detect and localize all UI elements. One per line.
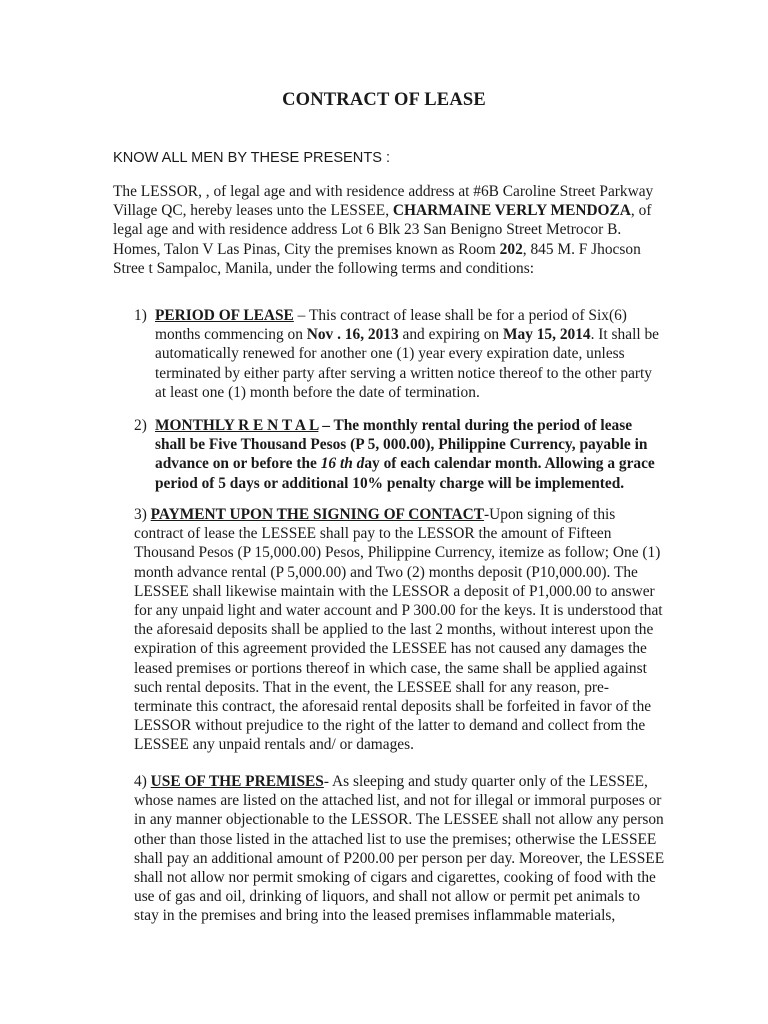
section-4-heading: USE OF THE PREMISES — [150, 773, 324, 790]
section-1-line-3: automatically renewed for another one (1) year every expiration date, unless — [155, 345, 625, 363]
section-text: and expiring on — [398, 326, 503, 344]
section-3-line-8: expiration of this agreement provided the LESSEE has not caused any damages the — [134, 640, 647, 658]
section-4-line-7: use of gas and oil, drinking of liquors, and shall not allow or permit pet animals to — [134, 888, 641, 906]
intro-line-5: Stree t Sampaloc, Manila, under the following terms and conditions: — [113, 259, 535, 277]
section-4-line-6: shall not allow nor permit smoking of cigars and cigarettes, cooking of food with the — [134, 868, 656, 886]
section-4-line-2: whose names are listed on the attached list, and not for illegal or immoral purposes or — [134, 792, 662, 810]
preamble — [113, 149, 390, 168]
section-2-monthly-rental — [155, 416, 655, 493]
start-date: Nov . 16, 2013 — [306, 326, 399, 344]
section-1-line-5: at least one (1) month before the date of termination. — [155, 383, 480, 401]
document-title: CONTRACT OF LEASE — [282, 90, 486, 110]
intro-text: Homes, Talon V Las Pinas, City the premises known as Room — [113, 240, 500, 258]
section-1-line-2 — [155, 325, 659, 344]
intro-text: , 845 M. F Jhocson — [522, 240, 641, 258]
section-2-heading: MONTHLY R E N T A L — [155, 417, 319, 434]
section-2-number: 2) — [134, 417, 147, 434]
section-3-line-5: LESSEE shall likewise maintain with the LESSOR a deposit of P1,000.00 to answer — [134, 582, 655, 600]
section-text: -Upon signing of this — [484, 506, 616, 523]
room-number: 202 — [499, 240, 523, 258]
section-2-line-2: shall be Five Thousand Pesos (P 5, 000.00), Philippine Currency, payable in — [155, 436, 648, 454]
section-3-heading: PAYMENT UPON THE SIGNING OF CONTACT — [150, 506, 485, 523]
section-1-heading: PERIOD OF LEASE — [155, 307, 294, 324]
section-2-line-1 — [155, 416, 655, 435]
section-1-number: 1) — [134, 307, 147, 324]
section-3-line-2: contract of lease the LESSEE shall pay to the LESSOR the amount of Fifteen — [134, 525, 612, 543]
section-3-line-7: the aforesaid deposits shall be applied to the last 2 months, without interest upon the — [134, 621, 654, 639]
lessee-name: CHARMAINE VERLY MENDOZA — [392, 202, 631, 220]
section-3-line-3: Thousand Pesos (P 15,000.00) Pesos, Philippine Currency, itemize as follow; One (1) — [134, 544, 661, 562]
section-1-line-4: terminated by either party after serving a written notice thereof to the other party — [155, 364, 653, 382]
section-text: – This contract of lease shall be for a period of Six(6) — [293, 307, 627, 324]
section-text: months commencing on — [155, 326, 307, 344]
section-text: . It shall be — [590, 326, 659, 344]
section-3-number: 3) — [134, 506, 151, 523]
section-4-line-4: other than those listed in the attached list to use the premises; otherwise the LESSEE — [134, 830, 657, 848]
section-text: – The monthly rental during the period of lease — [318, 417, 633, 434]
intro-line-1: The LESSOR, , of legal age and with residence address at #6B Caroline Street Parkway — [113, 183, 654, 200]
due-day: 16 th d — [320, 455, 365, 473]
section-3-payment — [134, 505, 663, 754]
section-4-number: 4) — [134, 773, 151, 790]
section-4-use-of-premises — [134, 772, 664, 926]
intro-line-4 — [113, 240, 653, 259]
intro-text: Village QC, hereby leases unto the LESSEE, — [113, 202, 393, 220]
section-4-line-5: shall pay an additional amount of P200.00 per person per day. Moreover, the LESSEE — [134, 849, 665, 867]
section-text: advance on or before the — [155, 455, 321, 473]
section-2-line-3 — [155, 454, 655, 473]
section-1-line-1 — [155, 306, 659, 325]
section-text: - As sleeping and study quarter only of the LESSEE, — [323, 773, 648, 790]
section-3-line-9: leased premises or portions thereof in which case, the same shall be applied against — [134, 659, 647, 677]
section-3-line-1 — [134, 505, 663, 524]
section-4-line-1 — [134, 772, 664, 791]
section-3-line-12: LESSOR without prejudice to the right of the latter to demand and collect from the — [134, 717, 646, 735]
intro-text: , of — [630, 202, 652, 220]
section-4-line-8: stay in the premises and bring into the leased premises inflammable materials, — [134, 907, 616, 925]
section-1-period-of-lease — [155, 306, 659, 402]
section-text: ay of each calendar month. Allowing a grace — [364, 455, 655, 473]
intro-line-2 — [113, 201, 653, 220]
section-3-line-13: LESSEE any unpaid rentals and/ or damages. — [134, 736, 414, 754]
end-date: May 15, 2014 — [502, 326, 591, 344]
section-2-line-4: period of 5 days or additional 10% penalty charge will be implemented. — [155, 474, 625, 492]
section-4-line-3: in any manner objectionable to the LESSOR. The LESSEE shall not allow any person — [134, 811, 664, 829]
section-3-line-10: such rental deposits. That in the event, the LESSEE shall for any reason, pre- — [134, 678, 609, 696]
section-3-line-11: terminate this contract, the aforesaid rental deposits shall be forfeited in favor of the — [134, 697, 652, 715]
intro-paragraph — [113, 182, 653, 278]
preamble-text: KNOW ALL MEN BY THESE PRESENTS : — [113, 150, 391, 166]
intro-line-3: legal age and with residence address Lot 6 Blk 23 San Benigno Street Metrocor B. — [113, 221, 622, 239]
section-3-line-6: for any unpaid light and water account and P 300.00 for the keys. It is understood that — [134, 601, 663, 619]
section-3-line-4: month advance rental (P 5,000.00) and Two (2) months deposit (P10,000.00). The — [134, 563, 638, 581]
